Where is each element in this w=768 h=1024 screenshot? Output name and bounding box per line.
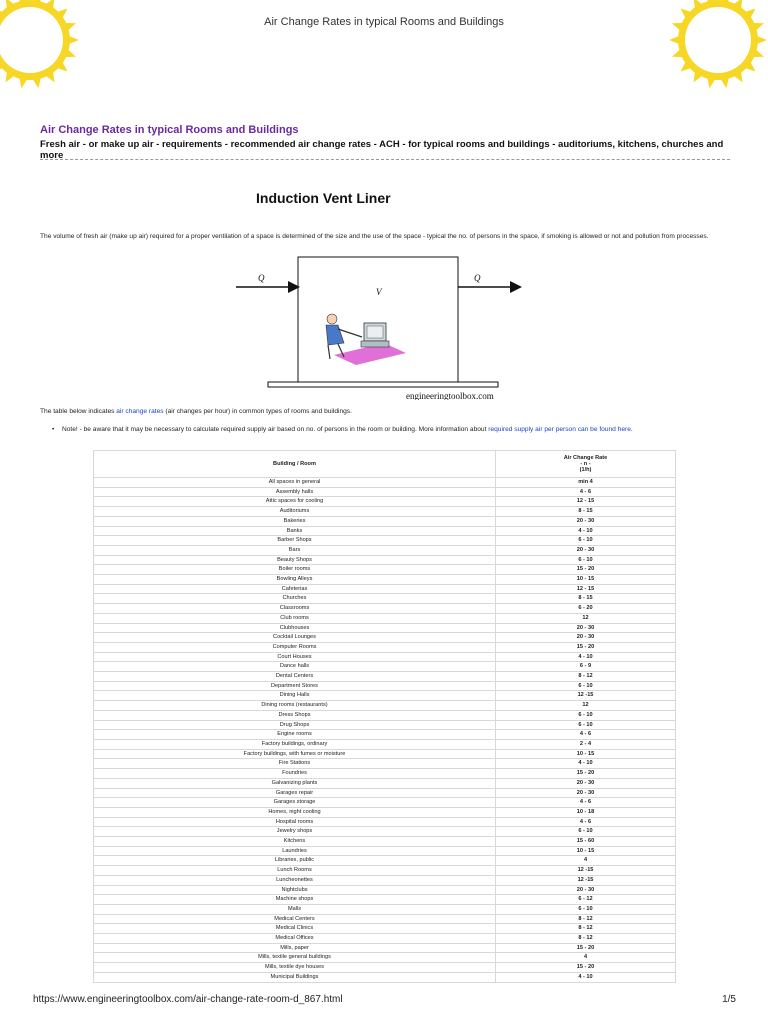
room-cell: Classrooms xyxy=(94,604,496,614)
rate-cell: 4 xyxy=(496,953,676,963)
rate-cell: 12 -15 xyxy=(496,691,676,701)
rate-cell: 20 - 30 xyxy=(496,885,676,895)
room-cell: Mills, paper xyxy=(94,943,496,953)
room-cell: Dental Centers xyxy=(94,672,496,682)
table-row xyxy=(94,555,676,565)
rate-cell: 8 - 12 xyxy=(496,934,676,944)
air-change-table xyxy=(93,450,676,983)
table-intro-text-end: (air changes per hour) in common types of rooms and buildings. xyxy=(163,408,352,415)
rate-cell: 8 - 12 xyxy=(496,924,676,934)
header-rate-line3: (1/h) xyxy=(579,467,592,473)
rate-cell: 8 - 15 xyxy=(496,594,676,604)
table-row xyxy=(94,710,676,720)
rate-cell: 2 - 4 xyxy=(496,739,676,749)
room-cell: Jewelry shops xyxy=(94,827,496,837)
table-row xyxy=(94,895,676,905)
rate-cell: 12 xyxy=(496,613,676,623)
table-row xyxy=(94,575,676,585)
table-row xyxy=(94,837,676,847)
table-row xyxy=(94,730,676,740)
table-row xyxy=(94,788,676,798)
rate-cell: 6 - 10 xyxy=(496,827,676,837)
diagram-label-q-out: Q xyxy=(474,273,481,283)
rate-cell: 15 - 20 xyxy=(496,565,676,575)
ventilation-diagram xyxy=(234,255,534,400)
rate-cell: 4 - 6 xyxy=(496,798,676,808)
table-row xyxy=(94,623,676,633)
diagram-label-q-in: Q xyxy=(258,273,265,283)
rate-cell: 4 - 6 xyxy=(496,730,676,740)
table-row xyxy=(94,662,676,672)
room-cell: Boiler rooms xyxy=(94,565,496,575)
rate-cell: 6 - 10 xyxy=(496,536,676,546)
table-row xyxy=(94,478,676,488)
sun-ray xyxy=(68,35,79,44)
room-cell: Laundries xyxy=(94,846,496,856)
room-cell: Dance halls xyxy=(94,662,496,672)
ad-banner[interactable]: Induction Vent Liner xyxy=(256,190,391,206)
table-row xyxy=(94,817,676,827)
table-row xyxy=(94,846,676,856)
table-row xyxy=(94,739,676,749)
rate-cell: 15 - 20 xyxy=(496,642,676,652)
room-cell: Nightclubs xyxy=(94,885,496,895)
rate-cell: 20 - 30 xyxy=(496,633,676,643)
table-row xyxy=(94,749,676,759)
room-cell: Bowling Alleys xyxy=(94,575,496,585)
rate-cell: 15 - 20 xyxy=(496,963,676,973)
room-cell: Fire Stations xyxy=(94,759,496,769)
table-row xyxy=(94,701,676,711)
room-cell: Engine rooms xyxy=(94,730,496,740)
table-row xyxy=(94,807,676,817)
rate-cell: 4 - 10 xyxy=(496,652,676,662)
sun-badge-icon xyxy=(0,0,80,90)
table-row xyxy=(94,769,676,779)
rate-cell: 6 - 20 xyxy=(496,604,676,614)
rate-cell: 6 - 10 xyxy=(496,904,676,914)
room-cell: Foundries xyxy=(94,769,496,779)
rate-cell: 6 - 10 xyxy=(496,555,676,565)
room-cell: Court Houses xyxy=(94,652,496,662)
room-cell: Municipal Buildings xyxy=(94,972,496,982)
sun-ray xyxy=(707,76,716,88)
room-cell: Libraries, public xyxy=(94,856,496,866)
room-cell: Bars xyxy=(94,545,496,555)
rate-cell: 4 - 10 xyxy=(496,526,676,536)
sun-ray xyxy=(19,76,28,88)
note-item xyxy=(62,425,737,434)
table-row xyxy=(94,613,676,623)
room-cell: Galvanizing plants xyxy=(94,778,496,788)
table-row xyxy=(94,924,676,934)
intro-paragraph: The volume of fresh air (make up air) required for a proper ventilation of a space is determined of the size and the use of the space - typical the no. of persons in the space, if smoking is allowed or not and pollution from processes. xyxy=(40,233,709,240)
table-row xyxy=(94,691,676,701)
room-cell: Luncheonettes xyxy=(94,875,496,885)
table-row xyxy=(94,963,676,973)
header-rate-line1: Air Change Rate xyxy=(563,455,608,461)
rate-cell: 20 - 30 xyxy=(496,623,676,633)
sun-badge-icon xyxy=(668,0,768,90)
room-cell: Homes, night cooling xyxy=(94,807,496,817)
room-cell: Dining Halls xyxy=(94,691,496,701)
table-row xyxy=(94,866,676,876)
room-cell: Clubhouses xyxy=(94,623,496,633)
table-row xyxy=(94,642,676,652)
rate-cell: min 4 xyxy=(496,478,676,488)
table-row xyxy=(94,875,676,885)
rate-cell: 20 - 30 xyxy=(496,788,676,798)
table-row xyxy=(94,497,676,507)
sun-ray xyxy=(32,76,41,88)
room-cell: Malls xyxy=(94,904,496,914)
room-cell: Dress Shops xyxy=(94,710,496,720)
note-text: Note! - be aware that it may be necessary to calculate required supply air based on no. of persons in the room or building. More information about xyxy=(62,426,489,433)
table-row xyxy=(94,943,676,953)
table-row xyxy=(94,672,676,682)
room-cell: Attic spaces for cooling xyxy=(94,497,496,507)
room-cell: Lunch Rooms xyxy=(94,866,496,876)
page-title: Air Change Rates in typical Rooms and Buildings xyxy=(40,124,299,136)
sun-ray xyxy=(669,35,680,44)
table-row xyxy=(94,633,676,643)
rate-cell: 15 - 60 xyxy=(496,837,676,847)
table-row xyxy=(94,934,676,944)
rate-cell: 8 - 12 xyxy=(496,914,676,924)
rate-cell: 6 - 10 xyxy=(496,720,676,730)
diagram-label-v: V xyxy=(376,287,382,297)
rate-cell: 4 - 10 xyxy=(496,759,676,769)
table-row xyxy=(94,681,676,691)
room-cell: Kitchens xyxy=(94,837,496,847)
rate-cell: 20 - 30 xyxy=(496,545,676,555)
room-cell: Medical Centers xyxy=(94,914,496,924)
rate-cell: 12 -15 xyxy=(496,866,676,876)
room-cell: Beauty Shops xyxy=(94,555,496,565)
room-cell: Churches xyxy=(94,594,496,604)
room-cell: Cafeterias xyxy=(94,584,496,594)
table-row xyxy=(94,759,676,769)
rate-cell: 10 - 18 xyxy=(496,807,676,817)
rate-cell: 20 - 30 xyxy=(496,778,676,788)
sun-ray xyxy=(720,76,729,88)
rate-cell: 12 - 15 xyxy=(496,497,676,507)
footer-url: https://www.engineeringtoolbox.com/air-change-rate-room-d_867.html xyxy=(33,994,343,1005)
header-air-change-rate xyxy=(496,451,676,478)
rate-cell: 10 - 15 xyxy=(496,749,676,759)
table-row xyxy=(94,487,676,497)
room-cell: Hospital rooms xyxy=(94,817,496,827)
room-cell: Factory buildings, ordinary xyxy=(94,739,496,749)
rate-cell: 12 xyxy=(496,701,676,711)
rate-cell: 4 - 6 xyxy=(496,817,676,827)
room-cell: Machine shops xyxy=(94,895,496,905)
print-header-title: Air Change Rates in typical Rooms and Buildings xyxy=(264,16,504,28)
note-end: . xyxy=(630,426,633,433)
rate-cell: 6 - 12 xyxy=(496,895,676,905)
rate-cell: 15 - 20 xyxy=(496,943,676,953)
table-intro xyxy=(40,408,352,415)
header-rate-line2: - n - xyxy=(580,461,591,467)
room-cell: Dining rooms (restaurants) xyxy=(94,701,496,711)
rate-cell: 4 xyxy=(496,856,676,866)
table-row xyxy=(94,885,676,895)
rate-cell: 20 - 30 xyxy=(496,516,676,526)
room-cell: Mills, textile general buildings xyxy=(94,953,496,963)
rate-cell: 10 - 15 xyxy=(496,846,676,856)
room-cell: Garages storage xyxy=(94,798,496,808)
table-row xyxy=(94,604,676,614)
table-intro-text: The table below indicates xyxy=(40,408,117,415)
room-cell: Auditoriums xyxy=(94,507,496,517)
room-cell: Garages repair xyxy=(94,788,496,798)
room-cell: Club rooms xyxy=(94,613,496,623)
table-row xyxy=(94,526,676,536)
table-row xyxy=(94,545,676,555)
table-row xyxy=(94,565,676,575)
room-cell: Bakeries xyxy=(94,516,496,526)
room-cell: Cocktail Lounges xyxy=(94,633,496,643)
table-row xyxy=(94,652,676,662)
room-cell: Factory buildings, with fumes or moisture xyxy=(94,749,496,759)
room-cell: Banks xyxy=(94,526,496,536)
table-header-row xyxy=(94,451,676,478)
table-row xyxy=(94,856,676,866)
rate-cell: 4 - 10 xyxy=(496,972,676,982)
rate-cell: 8 - 15 xyxy=(496,507,676,517)
header-building-room: Building / Room xyxy=(94,451,496,478)
rate-cell: 12 - 15 xyxy=(496,584,676,594)
table-row xyxy=(94,953,676,963)
room-cell: Assembly halls xyxy=(94,487,496,497)
room-cell: Computer Rooms xyxy=(94,642,496,652)
table-row xyxy=(94,778,676,788)
supply-air-per-person-link[interactable]: required supply air per person can be found here xyxy=(488,426,631,433)
diagram-credit: engineeringtoolbox.com xyxy=(406,391,494,400)
table-row xyxy=(94,584,676,594)
table-row xyxy=(94,798,676,808)
rate-cell: 10 - 15 xyxy=(496,575,676,585)
room-cell: Mills, textile dye houses xyxy=(94,963,496,973)
page-number: 1/5 xyxy=(722,994,736,1005)
table-row xyxy=(94,516,676,526)
room-cell: Medical Offices xyxy=(94,934,496,944)
table-row xyxy=(94,594,676,604)
table-row xyxy=(94,507,676,517)
room-cell: Medical Clinics xyxy=(94,924,496,934)
rate-cell: 15 - 20 xyxy=(496,769,676,779)
table-row xyxy=(94,904,676,914)
rate-cell: 8 - 12 xyxy=(496,672,676,682)
rate-cell: 12 -15 xyxy=(496,875,676,885)
rate-cell: 6 - 9 xyxy=(496,662,676,672)
divider xyxy=(40,159,730,160)
rate-cell: 6 - 10 xyxy=(496,681,676,691)
room-cell: Drug Shops xyxy=(94,720,496,730)
rate-cell: 4 - 6 xyxy=(496,487,676,497)
air-change-rates-link[interactable]: air change rates xyxy=(116,408,164,415)
table-row xyxy=(94,914,676,924)
table-row xyxy=(94,827,676,837)
rate-cell: 6 - 10 xyxy=(496,710,676,720)
table-row xyxy=(94,536,676,546)
sun-ray xyxy=(756,35,767,44)
table-row xyxy=(94,972,676,982)
room-cell: Barber Shops xyxy=(94,536,496,546)
room-cell: All spaces in general xyxy=(94,478,496,488)
room-cell: Department Stores xyxy=(94,681,496,691)
table-row xyxy=(94,720,676,730)
page-subtitle: Fresh air - or make up air - requirements - recommended air change rates - ACH - for typical rooms and buildings - auditoriums, kitchens, churches and more xyxy=(40,139,724,161)
